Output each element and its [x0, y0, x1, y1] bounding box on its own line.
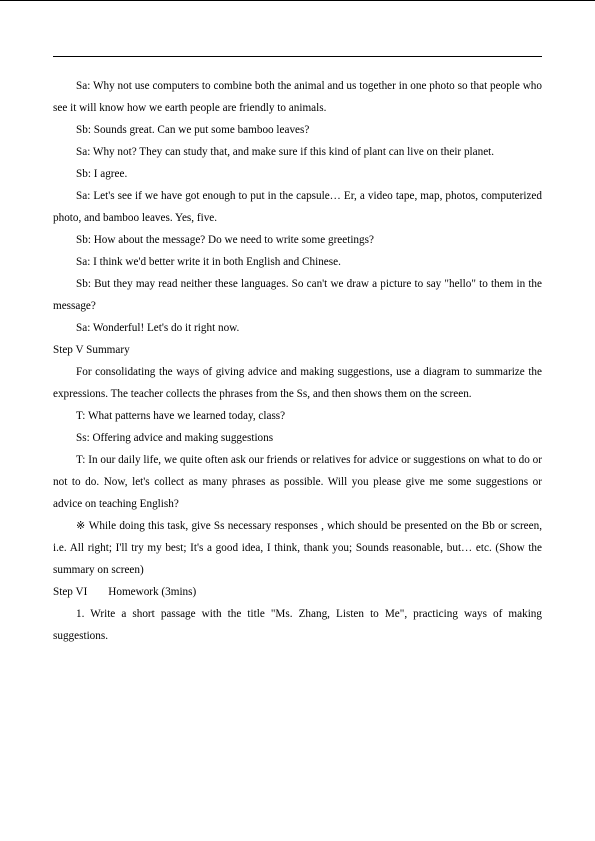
teacher-question: T: What patterns have we learned today, class? [76, 410, 286, 422]
dialogue-line: Sa: Why not use computers to combine both the animal and us together in one photo so that people who see it will know how we earth people are friendly to animals. [53, 80, 542, 114]
students-answer: Ss: Offering advice and making suggestions [76, 432, 274, 444]
dialogue-line: Sb: But they may read neither these languages. So can't we draw a picture to say "hello" to them in the message? [53, 278, 542, 312]
dialogue-line: Sb: How about the message? Do we need to write some greetings? [76, 234, 374, 246]
step5-intro: For consolidating the ways of giving advice and making suggestions, use a diagram to summarize the expressions. The teacher collects the phrases from the Ss, and then shows them on the screen. [53, 366, 542, 400]
step6-heading-title: Homework (3mins) [108, 586, 197, 598]
homework-item: 1. Write a short passage with the title "Ms. Zhang, Listen to Me", practicing ways of making suggestions. [53, 608, 542, 642]
dialogue-line: Sa: Why not? They can study that, and make sure if this kind of plant can live on their planet. [76, 146, 495, 158]
dialogue-line: Sb: Sounds great. Can we put some bamboo leaves? [76, 124, 310, 136]
dialogue-line: Sb: I agree. [76, 168, 128, 180]
teacher-followup: T: In our daily life, we quite often ask our friends or relatives for advice or suggestions on what to do or not to do. Now, let's collect as many phrases as possible. Will you please give me some suggestions or advice on teaching English? [53, 454, 542, 510]
header-rule [53, 56, 542, 57]
page-top-border [0, 0, 595, 1]
dialogue-line: Sa: Let's see if we have got enough to put in the capsule… Er, a video tape, map, photos, computerized photo, and bamboo leaves. Yes, five. [53, 190, 542, 224]
dialogue-line: Sa: I think we'd better write it in both English and Chinese. [76, 256, 341, 268]
teaching-note: ※ While doing this task, give Ss necessary responses , which should be presented on the Bb or screen, i.e. All right; I'll try my best; It's a good idea, I think, thank you; Sounds reasonable, but… etc. (Show the summary on screen) [53, 520, 542, 576]
step6-heading [53, 581, 542, 603]
document-body [53, 75, 542, 647]
step5-heading: Step V Summary [53, 344, 130, 356]
dialogue-line: Sa: Wonderful! Let's do it right now. [76, 322, 240, 334]
step6-heading-step: Step VI [53, 586, 88, 598]
